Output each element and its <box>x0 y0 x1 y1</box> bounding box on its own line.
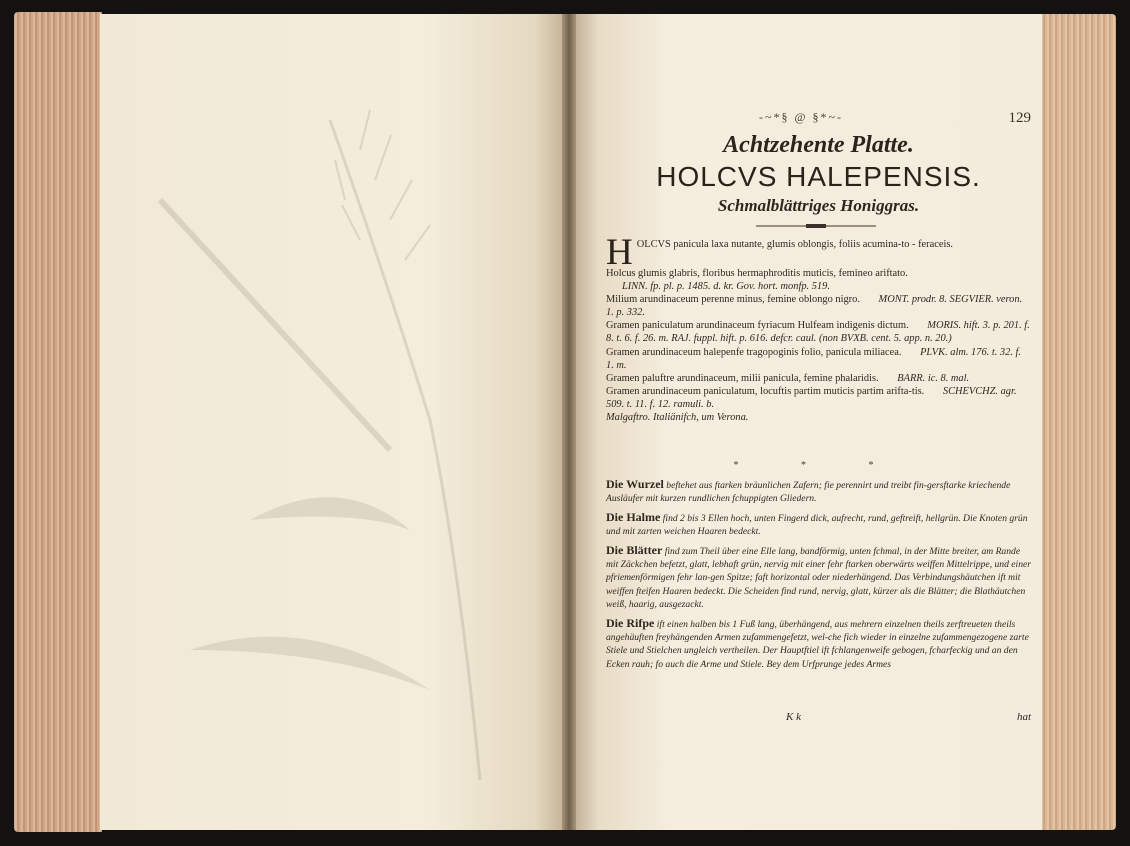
paragraph-text: beftehet aus ftarken bräunlichen Zafern; fie perennirt und treibt fin-gersftarke kriechende Ausläufer mit kurzen rundlichen fchuppigten Gliedern. <box>606 480 1011 505</box>
book-gutter <box>562 14 576 830</box>
left-page-edges <box>14 12 102 832</box>
description-paragraph <box>606 511 1031 539</box>
synonym-text: Gramen paluftre arundinaceum, milii panicula, femine phalaridis. <box>606 372 879 384</box>
paragraph-keyword: Die Wurzel <box>606 477 664 491</box>
synonym-citation: MONT. prodr. 8. SEGVIER. veron. 1. p. 332. <box>606 294 1023 319</box>
species-title: HOLCVS HALEPENSIS. <box>656 161 981 192</box>
divider-rule <box>756 223 876 229</box>
synonym-text: Gramen arundinaceum halepenfe tragopoginis folio, panicula miliacea. <box>606 346 902 358</box>
paragraph-text: ift einen halben bis 1 Fuß lang, überhängend, aus mehrern einzelnen theils zerftreueten theils angehäuften freyhängenden Armen zufammengefetzt, wel-che fich wieder in einzelne zufammengezogene zarte Stiele und Stielchen ungleich vertheilen. Der Hauptftiel ift fchlangenweife gebogen, fcharfeckig und an den Ecken rauh; fo auch die Arme und Stiele. Bey dem Urfprunge jedes Armes <box>606 618 1029 670</box>
description-paragraph <box>606 544 1031 612</box>
left-page <box>100 14 568 830</box>
synonym-text: Milium arundinaceum perenne minus, femine oblongo nigro. <box>606 294 860 306</box>
synonym-text: Holcus glumis glabris, floribus hermaphroditis muticis, femineo ariftato. <box>606 268 908 279</box>
catchword: hat <box>1016 711 1031 723</box>
synonym-entry <box>606 293 1031 319</box>
synonym-text: Gramen arundinaceum paniculatum, locuftis partim muticis partim arifta-tis. <box>606 385 925 397</box>
common-name: Schmalblättriges Honiggras. <box>717 196 920 215</box>
synonym-citation: BARR. ic. 8. mal. <box>897 372 970 384</box>
paragraph-keyword: Die Halme <box>606 509 661 524</box>
synonym-entry <box>606 411 1031 424</box>
synonym-citation: LINN. fp. pl. p. 1485. d. kr. Gov. hort. monfp. 519. <box>622 281 830 293</box>
synonym-citation: MORIS. hift. 3. p. 201. f. 8. t. 6. f. 26. m. RAJ. fuppl. hift. p. 616. defcr. caul. (non BVXB. cent. 5. app. n. 20.) <box>606 320 1030 345</box>
synonym-entry <box>606 372 1031 385</box>
synonym-entry <box>606 267 1031 293</box>
synonym-text: OLCVS panicula laxa nutante, glumis oblongis, foliis acumina-to - feraceis. <box>636 239 953 250</box>
synonym-entry <box>606 346 1031 372</box>
section-stars: * * * <box>733 460 904 471</box>
synonym-entry <box>606 319 1031 345</box>
page-number: 129 <box>1008 110 1031 126</box>
synonym-list <box>606 232 1031 424</box>
synonym-text: Malgaftro. Italiänifch, um Verona. <box>606 412 749 424</box>
synonym-text: Gramen paniculatum arundinaceum fyriacum Hulfeam indigenis dictum. <box>606 320 909 332</box>
description <box>606 478 1031 676</box>
show-through-illustration <box>130 90 530 790</box>
right-page-edges <box>1040 14 1116 830</box>
synonym-entry <box>606 232 1031 273</box>
paragraph-keyword: Die Rifpe <box>606 615 655 630</box>
synonym-citation: SCHEVCHZ. agr. 509. t. 11. f. 12. ramuli. b. <box>606 385 1017 410</box>
synonym-citation: PLVK. alm. 176. t. 32. f. 1. m. <box>606 346 1021 371</box>
drop-cap: H <box>606 232 633 273</box>
plate-heading: Achtzehente Platte. <box>723 132 914 158</box>
paragraph-text: find 2 bis 3 Ellen hoch, unten Fingerd dick, aufrecht, rund, geftreift, hellgrün. Die Knoten grün und mit zarten weichen Haaren bedeckt. <box>606 512 1028 538</box>
paragraph-keyword: Die Blätter <box>606 542 663 557</box>
signature-mark: K k <box>786 711 801 723</box>
description-paragraph <box>606 617 1031 672</box>
paragraph-text: find zum Theil über eine Elle lang, bandförmig, unten fchmal, in der Mitte breiter, am Rande mit Zäckchen befetzt, glatt, lebhaft grün, nervig mit einer fehr ftarken oberwärts weiffen Mittelrippe, und einer pfriemenförmigen fehr lan-gen Spitze; faft horizontal oder niederhängend. Das Verbindungshäutchen ift mit weiffen fteifen Haaren bedeckt. Die Scheiden find rund, nervig, glatt, kürzer als die Blätter; die Blathäutchen weiß, haarig, ausgezackt. <box>606 545 1031 611</box>
description-paragraph <box>606 478 1031 506</box>
synonym-entry <box>606 385 1031 411</box>
header-ornament: -~*§ @ §*~- <box>758 110 844 124</box>
